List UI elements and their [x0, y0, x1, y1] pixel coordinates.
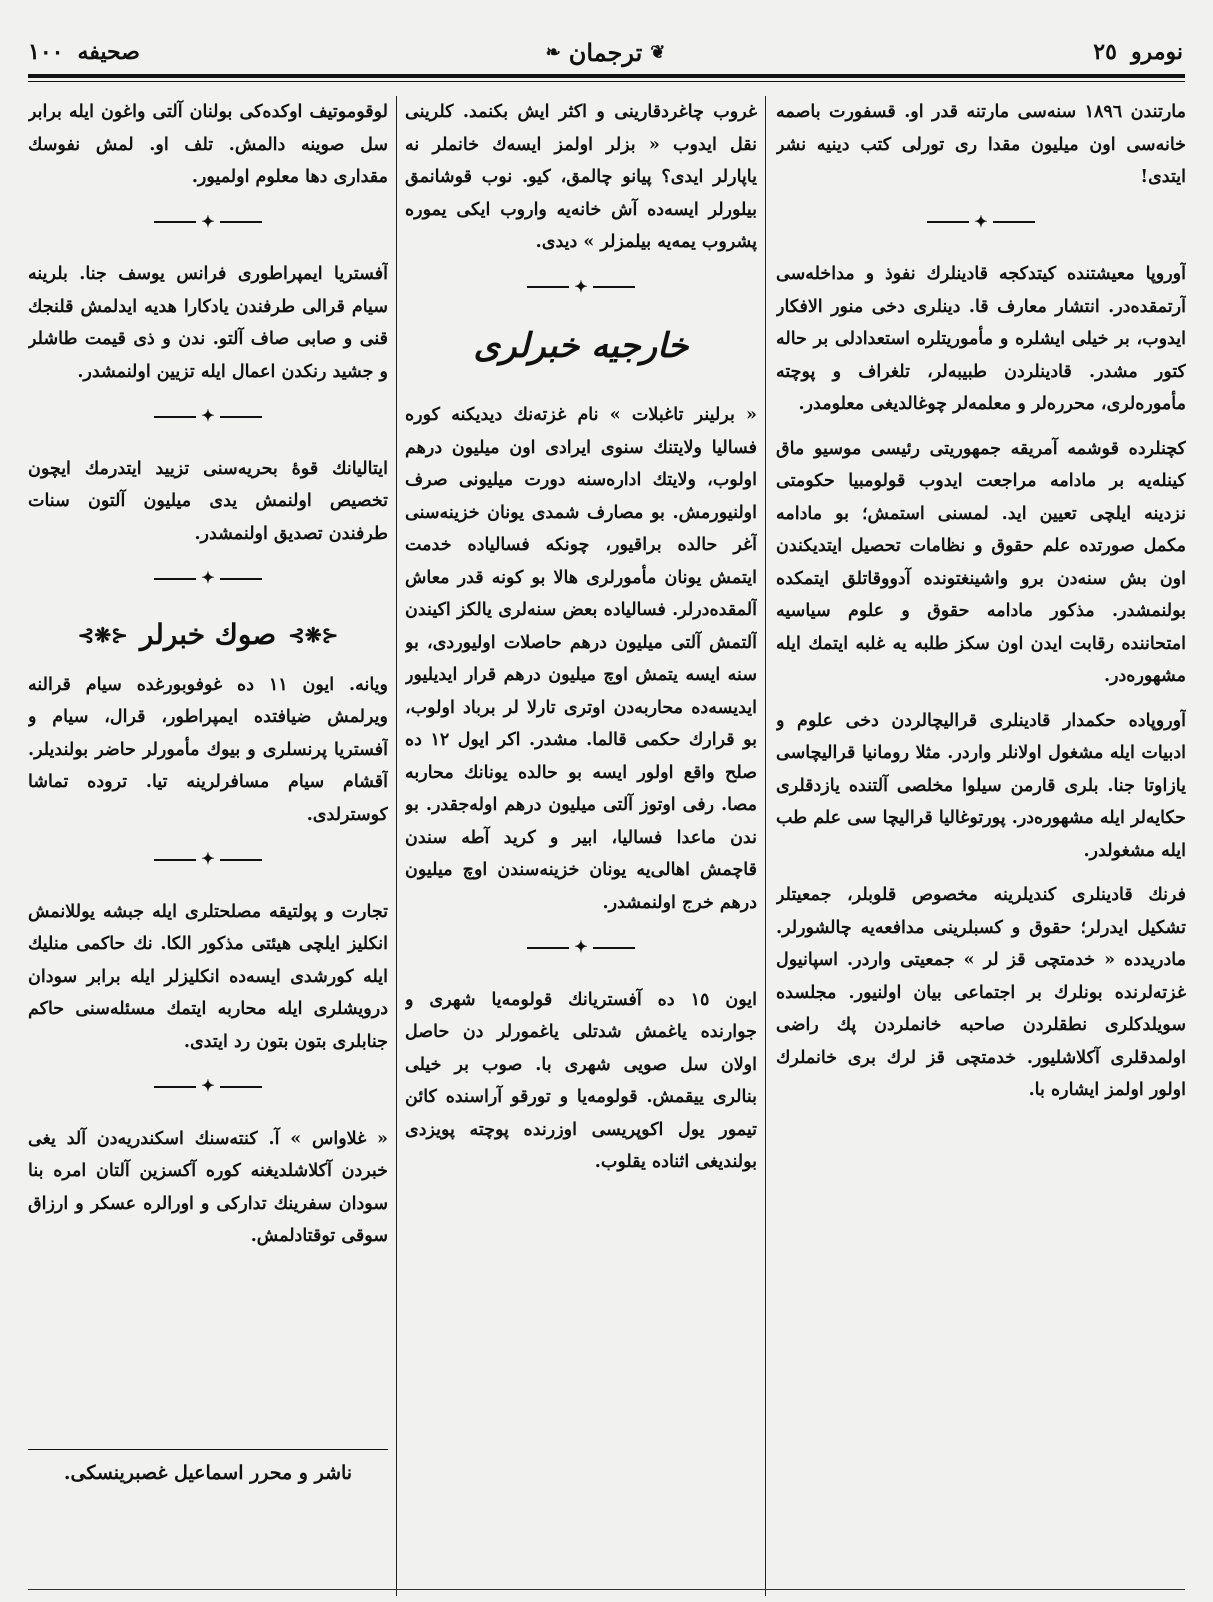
article-paragraph: لوقوموتیف اوکده‌کی بولنان آلتی واغون ایله برابر سل صوینه دالمش. تلف او. لمش نفوسك مقداری دها معلوم اولمیور. [28, 102, 388, 187]
article-paragraph: ایون ١٥ ده آفستریانك قولومه‌یا شهری و جوارنده یاغمش شدتلی یاغمورلر دن حاصل اولان سل صویی شهری با. صوب بر خیلی بنالری ییقمش. قولومه‌یا و تورقو آراسنده کائن تیمور یول اکوپریسی اوزرنده پوچته پویزدی بولندیغی اثناده یقلوب. [405, 989, 757, 1172]
article-paragraph: ویانه. ایون ١١ ده غوفوبورغده سیام قرالنه ویرلمش ضیافتده ایمپراطور، قرال، سیام و آفستریا پرنسلری و بیوك مأمورلر حاضر بولندیلر. آقشام سیام مسافرلرینه تیا. ترودە تماشا کوسترلدی. [28, 674, 388, 825]
article-paragraph: آوروپاده حکمدار قادینلری قرالیچالردن دخی علوم و ادبیات ایله مشغول اولانلر واردر. مثلا رومانیا قرالیچاسی یازاوتا جنا. بلری قارمن سیلوا مخلصی آلتنده یازدقلری حکایه‌لر ایله مشهوره‌در. پورتوغالیا قرالیچا سی علم طب ایله مشغولدر. [776, 710, 1186, 861]
bottom-rule [28, 1589, 1185, 1590]
column-right [776, 96, 1186, 1536]
article-paragraph: فرنك قادینلری کندیلرینه مخصوص قلوبلر، جمعیتلر تشکیل ایدرلر؛ حقوق و کسبلرینی مدافعه‌یه چالشورلر. مادریدده « خدمتچی قز لر » جمعیتی واردر. اسپانیول غزته‌لرنده بونلرك بر اجتماعی بیان اولنیور. مجلسده سویلدکلری نطقلردن صاحبه خانملردن پك راضی اولمدقلری آکلاشلیور. خدمتچی قز لرك بری خانملرك اولور اولمز ایشاره با. [776, 885, 1186, 1100]
section-separator [28, 206, 388, 239]
article-paragraph: « برلینر تاغبلات » نام غزته‌نك دیدیکنه کوره فسالیا ولایتنك سنوی ایرادی اون میلیون درهم اولوب، ولایتك اداره‌سنه دورت میلیونی صرف اولنیورمش. بو مصارف شمدی یونان خزینه‌سنی آغر حالده براقیور، چونکه فسالیاده خدمت ایتمش یونان مأمورلری هالا بو کونه قدر معاش آلمقده‌درلر. فسالیاده بعض سنه‌لری یالکز اکیندن آلتمش آلتی میلیون درهم حاصلات اولیوردی، بو سنه ایسه یتمش اوچ میلیون درهم قرار ایدیلیور ایدیسه‌ده محاربه‌دن اوتری تارلا لر برباد اولوب، بو قرارك حکمی قالما. مشدر. اکر ایول ١٢ ده صلح واقع اولور ایسه بو حالده یونانك محاربه مصا. رفی اوتوز آلتی میلیون درهم اوله‌جقدر. بو ندن ماعدا فسالیا، ابیر و کرید آطه سندن قاچمش اهالی‌یه یونان خزینه‌سندن اوچ میلیون درهم خرج اولنمشدر. [405, 405, 757, 913]
page-number-label [28, 39, 228, 65]
issue-number-label [983, 39, 1183, 65]
article-paragraph: « غلاواس » آ. کنته‌سنك اسکندریه‌دن آلد یغی خبردن آکلاشلدیغنه کوره آکسزین آلتان امره بنا سودان سفرینك تدارکی و اورالره عسکر و ارزاق سوقی توقتادلمش. [28, 1128, 388, 1246]
section-heading-latest-news [28, 615, 388, 655]
article-paragraph: مارتندن ١٨٩٦ سنه‌سی مارتنه قدر او. قسفورت باصمه خانه‌سی اون میلیون مقدا ری تورلی کتب دینیه نشر ایتدی! [776, 102, 1186, 187]
diamond-icon: ✦ [574, 276, 588, 296]
article-paragraph: آفستریا ایمپراطوری فرانس یوسف جنا. بلرینه سیام قرالی طرفندن یادکارا هدیه ایدلمش قلنجك قنی و صابی صاف آلتو. ندن و ذی قیمت طاشلر و جشید رنکدن اعمال ایله تزیین اولنمشدر. [28, 264, 388, 382]
diamond-icon: ✦ [201, 1076, 215, 1095]
article-paragraph: غروب چاغردقارینی و اکثر ایش بکنمد. کلرینی نقل ایدوب « بزلر اولمز ایسه‌ك خانملر نه یاپارلر ایدی؟ پیانو چالمق، کیو. نوب قوشانمق بیلورلر ایسه‌ده آش خانه‌یه واروب ایکی یموره پشروب یمه‌یه بیلمزلر » دیدی. [405, 102, 757, 252]
section-separator [28, 843, 388, 876]
issue-number: ٢٥ [1093, 39, 1117, 65]
section-separator [405, 271, 757, 304]
diamond-icon: ✦ [574, 937, 588, 956]
section-separator [776, 206, 1186, 239]
heading-text: صوك خبرلر [139, 617, 277, 651]
page-label: صحیفه [77, 39, 140, 65]
page-number: ١٠٠ [28, 39, 64, 65]
section-separator [28, 1070, 388, 1103]
heading-ornament-icon: ⊰❋⊱ [288, 622, 339, 647]
article-paragraph: کچنلرده قوشمه آمریقه جمهوریتی رئیسی موسیو ماق کینله‌یه بر مادامه مراجعت ایدوب قولومبیا حکومتی نزدینه ایلچی تعیین اید. لمسنی استمش؛ بو مادامه مکمل صورتده علم حقوق و نظامات تحصیل ایتدیکندن اون بش سنه‌دن برو واشینغتونده آدووقاتلق ایتمکده بولنمشدر. مذکور مادامه حقوق و علوم سیاسیه امتحاننده رقابت ایدن اون سکز طلبه یه غلبه ایتمك ایله مشهوره‌در. [776, 438, 1186, 686]
column-middle [405, 96, 757, 1536]
footer-rule [28, 1449, 388, 1450]
article-paragraph: آوروپا معیشتنده کیتدکجه قادینلرك نفوذ و مداخله‌سی آرتمقده‌در. انتشار معارف قا. دینلری دخی منور الافکار ایدوب، بر خیلی ایشلره و مأموریتلره استعدادلی بر حاله کتور مشدر. قادینلردن طبیبه‌لر، تلغراف و پوچته مأموره‌لری، محرره‌لر و معلمه‌لر چوغالدیغی معلومدر. [776, 264, 1186, 414]
diamond-icon: ✦ [201, 568, 215, 587]
section-separator [28, 562, 388, 595]
section-separator [405, 931, 757, 964]
masthead-rule [28, 74, 1185, 78]
section-separator [28, 400, 388, 433]
diamond-icon: ✦ [201, 849, 215, 868]
article-paragraph: ایتالیانك قوهٔ بحریه‌سنی تزیید ایتدرمك ایچون تخصیص اولنمش یدی میلیون آلتون سنات طرفندن تصدیق اولنمشدر. [28, 458, 388, 544]
title-text: ترجمان [568, 37, 643, 67]
masthead [28, 30, 1183, 74]
column-divider-left [396, 96, 397, 1596]
section-heading-foreign-news: خارجیه خبرلری [473, 326, 689, 366]
right-ornament-icon: ❧ [545, 41, 561, 63]
publisher-footer: ناشر و محرر اسماعیل غصبرینسکی. [63, 1462, 353, 1484]
column-divider-right [765, 96, 766, 1596]
masthead-rule-thin [28, 81, 1185, 82]
diamond-icon: ✦ [974, 211, 988, 231]
diamond-icon: ✦ [201, 211, 215, 231]
issue-label: نومرو [1130, 39, 1183, 65]
article-paragraph: تجارت و پولتیقه مصلحتلری ایله جبشه یوللانمش انکلیز ایلچی هیئتی مذکور الکا. نك حاکمی منلیك ایله کورشدی ایسه‌ده انکلیزلر ایله برابر سودان درویشلری ایله محاربه ایتمك مسئله‌سنی حاکم جنابلری بتون بتون رد ایتدی. [28, 901, 388, 1052]
newspaper-title [546, 38, 666, 67]
heading-ornament-icon: ⊰❋⊱ [77, 622, 128, 647]
column-left [28, 96, 388, 1436]
left-ornament-icon: ❦ [650, 41, 666, 63]
diamond-icon: ✦ [201, 406, 215, 425]
